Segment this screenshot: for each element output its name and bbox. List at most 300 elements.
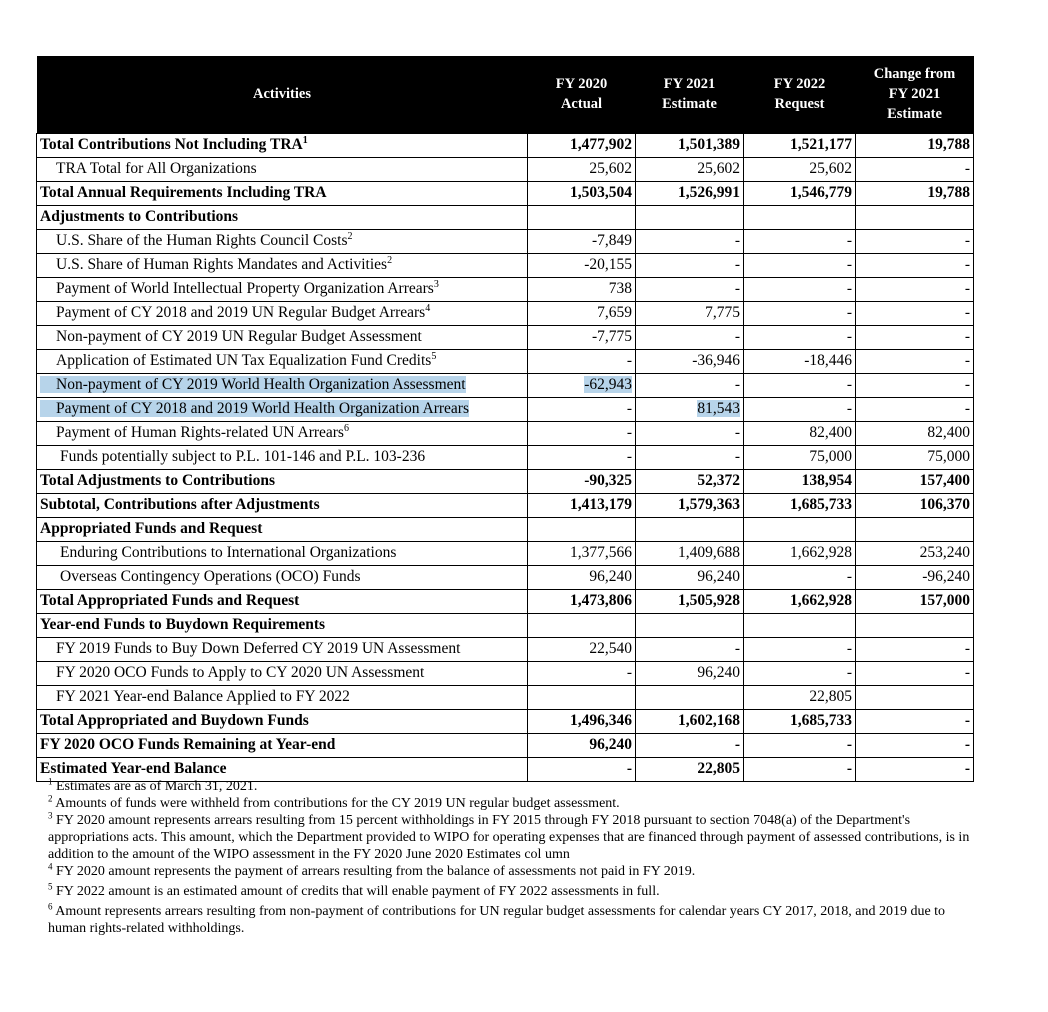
fy2020-value: [528, 445, 636, 469]
row-label-text: Funds potentially subject to P.L. 101-146 and P.L. 103-236: [60, 448, 426, 465]
fy2021-value: [636, 565, 744, 589]
cell-value: 1,546,779: [790, 184, 852, 201]
table-row: [37, 301, 974, 325]
change-value: [856, 445, 974, 469]
footnote: [48, 863, 978, 880]
change-value: [856, 205, 974, 229]
table-row: [37, 205, 974, 229]
table-row: [37, 181, 974, 205]
fy2020-value: [528, 205, 636, 229]
fy2020-value: [528, 565, 636, 589]
cell-value: 25,602: [589, 160, 632, 177]
table-row: [37, 397, 974, 421]
cell-value: -: [734, 640, 740, 657]
cell-value: -: [626, 664, 632, 681]
cell-value: -20,155: [584, 256, 632, 273]
cell-value: 1,477,902: [570, 136, 632, 153]
row-label-text: TRA Total for All Organizations: [56, 160, 257, 177]
footnote-number: 5: [48, 881, 53, 892]
fy2022-value: [744, 661, 856, 685]
change-value: [856, 541, 974, 565]
footnote: [48, 795, 978, 812]
fy2021-value: [636, 493, 744, 517]
cell-value: 25,602: [809, 160, 852, 177]
row-label-text: Total Appropriated Funds and Request: [40, 592, 300, 609]
fy2020-value: [528, 277, 636, 301]
cell-value: 1,501,389: [678, 136, 740, 153]
row-label-text: Overseas Contingency Operations (OCO) Funds: [60, 568, 361, 585]
footnote: [48, 883, 978, 900]
change-value: [856, 709, 974, 733]
change-value: [856, 733, 974, 757]
fy2022-value: [744, 325, 856, 349]
cell-value: 81,543: [697, 400, 740, 417]
table-row: [37, 613, 974, 637]
change-value: [856, 373, 974, 397]
cell-value: -: [964, 640, 970, 657]
row-label-text: Payment of World Intellectual Property Organization Arrears: [56, 280, 434, 297]
table-row: [37, 373, 974, 397]
cell-value: 7,775: [705, 304, 740, 321]
table-row: [37, 421, 974, 445]
cell-value: 1,685,733: [790, 496, 852, 513]
row-label-text: Payment of CY 2018 and 2019 World Health Organization Arrears: [40, 400, 469, 417]
cell-value: -: [964, 280, 970, 297]
header-fy2022: FY 2022 Request: [744, 56, 856, 133]
fy2021-value: [636, 637, 744, 661]
fy2022-value: [744, 133, 856, 157]
row-label: [37, 301, 528, 325]
cell-value: 1,685,733: [790, 712, 852, 729]
cell-value: 738: [608, 280, 632, 297]
footnote-ref: 1: [302, 134, 308, 146]
fy2020-value: [528, 421, 636, 445]
footnote-number: 3: [48, 810, 53, 821]
fy2021-value: [636, 277, 744, 301]
cell-value: -: [846, 760, 852, 777]
fy2021-value: [636, 589, 744, 613]
change-value: [856, 397, 974, 421]
cell-value: -: [964, 256, 970, 273]
fy2022-value: [744, 685, 856, 709]
fy2021-value: [636, 517, 744, 541]
cell-value: 157,000: [919, 592, 970, 609]
row-label: [37, 277, 528, 301]
row-label-text: Estimated Year-end Balance: [40, 760, 227, 777]
fy2022-value: [744, 205, 856, 229]
row-label-text: Total Adjustments to Contributions: [40, 472, 275, 489]
cell-value: -: [964, 376, 970, 393]
cell-value: -: [734, 376, 740, 393]
cell-value: 1,579,363: [678, 496, 740, 513]
cell-value: 82,400: [809, 424, 852, 441]
row-label-text: Enduring Contributions to International Organizations: [60, 544, 397, 561]
footnote-number: 6: [48, 901, 53, 912]
row-label-text: FY 2019 Funds to Buy Down Deferred CY 2019 UN Assessment: [56, 640, 461, 657]
cell-value: -96,240: [922, 568, 970, 585]
footnote-text: FY 2020 amount represents arrears resulting from 15 percent withholdings in FY 2015 through FY 2018 pursuant to section 7048(a) of the Department's appropriations acts. This amount, which the Department provided to WIPO for operating expenses that are financed through payment of assessed contributions, is in addition to the amount of the WIPO assessment in the FY 2020 June 2020 Estimates col umn: [48, 813, 970, 862]
fy2022-value: [744, 253, 856, 277]
row-label-text: Year-end Funds to Buydown Requirements: [40, 616, 326, 633]
fy2020-value: [528, 637, 636, 661]
cell-value: 1,505,928: [678, 592, 740, 609]
fy2020-value: [528, 517, 636, 541]
fy2021-value: [636, 421, 744, 445]
row-label: [37, 133, 528, 157]
fy2020-value: [528, 493, 636, 517]
fy2021-value: [636, 325, 744, 349]
footnote-text: Estimates are as of March 31, 2021.: [56, 779, 258, 794]
change-value: [856, 325, 974, 349]
table-row: [37, 565, 974, 589]
cell-value: 22,540: [589, 640, 632, 657]
table-row: [37, 709, 974, 733]
fy2022-value: [744, 277, 856, 301]
table-row: [37, 541, 974, 565]
footnotes: [48, 778, 978, 937]
cell-value: -: [626, 448, 632, 465]
row-label-text: Total Contributions Not Including TRA: [40, 136, 303, 153]
cell-value: 1,521,177: [790, 136, 852, 153]
cell-value: 52,372: [697, 472, 740, 489]
change-value: [856, 613, 974, 637]
cell-value: -: [964, 352, 970, 369]
cell-value: 157,400: [919, 472, 970, 489]
cell-value: 22,805: [697, 760, 740, 777]
fy2022-value: [744, 541, 856, 565]
row-label-text: U.S. Share of the Human Rights Council Costs: [56, 232, 348, 249]
cell-value: -: [964, 328, 970, 345]
fy2022-value: [744, 613, 856, 637]
fy2021-value: [636, 133, 744, 157]
row-label-text: Application of Estimated UN Tax Equalization Fund Credits: [56, 352, 432, 369]
cell-value: 106,370: [919, 496, 970, 513]
fy2020-value: [528, 349, 636, 373]
table-row: [37, 277, 974, 301]
row-label: [37, 157, 528, 181]
footnote-ref: 2: [387, 254, 393, 266]
fy2021-value: [636, 445, 744, 469]
fy2022-value: [744, 397, 856, 421]
table-row: [37, 493, 974, 517]
change-value: [856, 469, 974, 493]
change-value: [856, 589, 974, 613]
footnote-text: Amount represents arrears resulting from non-payment of contributions for UN regular budget assessments for calendar years CY 2017, 2018, and 2019 due to human rights-related withholdings.: [48, 904, 946, 936]
fy2022-value: [744, 157, 856, 181]
cell-value: 1,377,566: [570, 544, 632, 561]
footnote-ref: 6: [343, 422, 349, 434]
fy2020-value: [528, 613, 636, 637]
change-value: [856, 517, 974, 541]
row-label: [37, 469, 528, 493]
cell-value: -: [964, 664, 970, 681]
table-row: [37, 685, 974, 709]
row-label: [37, 589, 528, 613]
cell-value: 1,602,168: [678, 712, 740, 729]
row-label: [37, 541, 528, 565]
footnote-ref: 2: [347, 230, 353, 242]
cell-value: -: [846, 640, 852, 657]
cell-value: 96,240: [589, 736, 632, 753]
row-label: [37, 421, 528, 445]
cell-value: 96,240: [589, 568, 632, 585]
cell-value: -18,446: [804, 352, 852, 369]
change-value: [856, 253, 974, 277]
row-label: [37, 493, 528, 517]
cell-value: -: [964, 712, 970, 729]
cell-value: 1,662,928: [790, 592, 852, 609]
change-value: [856, 565, 974, 589]
table-row: [37, 661, 974, 685]
row-label: [37, 709, 528, 733]
fy2021-value: [636, 661, 744, 685]
change-value: [856, 229, 974, 253]
change-value: [856, 301, 974, 325]
budget-table: [36, 56, 974, 782]
row-label: [37, 637, 528, 661]
cell-value: 1,409,688: [678, 544, 740, 561]
footnote-text: FY 2022 amount is an estimated amount of credits that will enable payment of FY 2022 assessments in full.: [56, 884, 660, 899]
cell-value: -: [626, 760, 632, 777]
fy2021-value: [636, 541, 744, 565]
cell-value: -: [734, 232, 740, 249]
footnote-text: Amounts of funds were withheld from contributions for the CY 2019 UN regular budget assessment.: [55, 796, 620, 811]
fy2020-value: [528, 685, 636, 709]
footnote-number: 2: [48, 793, 53, 804]
cell-value: -: [734, 256, 740, 273]
fy2022-value: [744, 469, 856, 493]
table-row: [37, 349, 974, 373]
change-value: [856, 421, 974, 445]
cell-value: 1,662,928: [790, 544, 852, 561]
change-value: [856, 157, 974, 181]
row-label-text: Total Appropriated and Buydown Funds: [40, 712, 309, 729]
change-value: [856, 685, 974, 709]
cell-value: 96,240: [697, 664, 740, 681]
cell-value: 1,413,179: [570, 496, 632, 513]
cell-value: -: [846, 328, 852, 345]
cell-value: -: [964, 736, 970, 753]
fy2021-value: [636, 469, 744, 493]
change-value: [856, 637, 974, 661]
row-label-text: Non-payment of CY 2019 World Health Organization Assessment: [40, 376, 466, 393]
cell-value: -62,943: [584, 376, 632, 393]
row-label: [37, 733, 528, 757]
fy2021-value: [636, 709, 744, 733]
cell-value: -: [846, 400, 852, 417]
fy2020-value: [528, 373, 636, 397]
change-value: [856, 277, 974, 301]
cell-value: 1,503,504: [570, 184, 632, 201]
header-activities: Activities: [37, 56, 528, 133]
cell-value: -: [846, 232, 852, 249]
cell-value: 75,000: [809, 448, 852, 465]
fy2020-value: [528, 325, 636, 349]
fy2022-value: [744, 181, 856, 205]
cell-value: -: [964, 760, 970, 777]
fy2020-value: [528, 133, 636, 157]
row-label: [37, 181, 528, 205]
row-label: [37, 661, 528, 685]
fy2022-value: [744, 373, 856, 397]
footnote-number: 1: [48, 776, 53, 787]
footnote: [48, 812, 978, 863]
fy2020-value: [528, 709, 636, 733]
table-body: [37, 133, 974, 781]
cell-value: -: [734, 448, 740, 465]
fy2021-value: [636, 397, 744, 421]
fy2022-value: [744, 517, 856, 541]
cell-value: 1,526,991: [678, 184, 740, 201]
fy2021-value: [636, 685, 744, 709]
row-label-text: FY 2020 OCO Funds to Apply to CY 2020 UN Assessment: [56, 664, 425, 681]
cell-value: 22,805: [809, 688, 852, 705]
fy2021-value: [636, 733, 744, 757]
footnote: [48, 903, 978, 937]
header-fy2021: FY 2021 Estimate: [636, 56, 744, 133]
fy2020-value: [528, 589, 636, 613]
cell-value: -: [734, 328, 740, 345]
fy2020-value: [528, 229, 636, 253]
cell-value: 82,400: [927, 424, 970, 441]
fy2022-value: [744, 637, 856, 661]
fy2022-value: [744, 709, 856, 733]
cell-value: -7,775: [591, 328, 632, 345]
fy2021-value: [636, 229, 744, 253]
fy2021-value: [636, 349, 744, 373]
fy2020-value: [528, 253, 636, 277]
cell-value: -: [846, 736, 852, 753]
row-label: [37, 349, 528, 373]
fy2022-value: [744, 349, 856, 373]
cell-value: -: [846, 568, 852, 585]
change-value: [856, 349, 974, 373]
row-label-text: FY 2021 Year-end Balance Applied to FY 2022: [56, 688, 350, 705]
cell-value: 253,240: [919, 544, 970, 561]
cell-value: -: [846, 664, 852, 681]
row-label-text: U.S. Share of Human Rights Mandates and Activities: [56, 256, 388, 273]
row-label: [37, 253, 528, 277]
fy2021-value: [636, 181, 744, 205]
table-row: [37, 445, 974, 469]
table-row: [37, 133, 974, 157]
cell-value: -: [964, 304, 970, 321]
footnote-ref: 5: [431, 350, 437, 362]
cell-value: -: [626, 400, 632, 417]
row-label-text: Non-payment of CY 2019 UN Regular Budget Assessment: [56, 328, 422, 345]
row-label-text: Payment of Human Rights-related UN Arrears: [56, 424, 344, 441]
fy2020-value: [528, 397, 636, 421]
row-label: [37, 205, 528, 229]
fy2022-value: [744, 301, 856, 325]
fy2022-value: [744, 565, 856, 589]
cell-value: -: [734, 736, 740, 753]
fy2020-value: [528, 157, 636, 181]
cell-value: 19,788: [927, 136, 970, 153]
header-fy2020: FY 2020 Actual: [528, 56, 636, 133]
cell-value: 1,473,806: [570, 592, 632, 609]
fy2021-value: [636, 373, 744, 397]
cell-value: 19,788: [927, 184, 970, 201]
row-label: [37, 613, 528, 637]
cell-value: -: [846, 256, 852, 273]
footnote-ref: 3: [433, 278, 439, 290]
cell-value: -7,849: [591, 232, 632, 249]
fy2022-value: [744, 589, 856, 613]
row-label-text: Adjustments to Contributions: [40, 208, 239, 225]
row-label: [37, 445, 528, 469]
cell-value: 96,240: [697, 568, 740, 585]
fy2020-value: [528, 661, 636, 685]
table-row: [37, 325, 974, 349]
row-label-text: Payment of CY 2018 and 2019 UN Regular Budget Arrears: [56, 304, 426, 321]
change-value: [856, 661, 974, 685]
fy2021-value: [636, 613, 744, 637]
cell-value: 1,496,346: [570, 712, 632, 729]
row-label: [37, 373, 528, 397]
fy2021-value: [636, 205, 744, 229]
cell-value: 25,602: [697, 160, 740, 177]
fy2020-value: [528, 301, 636, 325]
fy2022-value: [744, 733, 856, 757]
row-label: [37, 229, 528, 253]
row-label-text: Total Annual Requirements Including TRA: [40, 184, 327, 201]
cell-value: -90,325: [584, 472, 632, 489]
row-label: [37, 565, 528, 589]
cell-value: 75,000: [927, 448, 970, 465]
cell-value: -: [626, 424, 632, 441]
cell-value: -: [846, 280, 852, 297]
fy2022-value: [744, 421, 856, 445]
change-value: [856, 493, 974, 517]
footnote-number: 4: [48, 861, 53, 872]
row-label: [37, 325, 528, 349]
table-row: [37, 253, 974, 277]
row-label-text: FY 2020 OCO Funds Remaining at Year-end: [40, 736, 336, 753]
fy2020-value: [528, 469, 636, 493]
table-row: [37, 469, 974, 493]
fy2020-value: [528, 733, 636, 757]
fy2022-value: [744, 229, 856, 253]
table-row: [37, 637, 974, 661]
cell-value: 138,954: [801, 472, 852, 489]
row-label: [37, 397, 528, 421]
cell-value: -: [964, 232, 970, 249]
footnote-text: FY 2020 amount represents the payment of arrears resulting from the balance of assessments not paid in FY 2019.: [56, 864, 696, 879]
fy2020-value: [528, 541, 636, 565]
cell-value: -: [734, 424, 740, 441]
table-row: [37, 733, 974, 757]
cell-value: -: [734, 280, 740, 297]
cell-value: -36,946: [692, 352, 740, 369]
row-label-text: Subtotal, Contributions after Adjustments: [40, 496, 320, 513]
table-header-row: [37, 56, 974, 133]
fy2022-value: [744, 445, 856, 469]
footnote-ref: 4: [425, 302, 431, 314]
footnote: [48, 778, 978, 795]
row-label-text: Appropriated Funds and Request: [40, 520, 263, 537]
fy2022-value: [744, 493, 856, 517]
cell-value: 7,659: [597, 304, 632, 321]
table-row: [37, 517, 974, 541]
cell-value: -: [846, 376, 852, 393]
change-value: [856, 181, 974, 205]
fy2021-value: [636, 157, 744, 181]
cell-value: -: [964, 160, 970, 177]
cell-value: -: [846, 304, 852, 321]
fy2020-value: [528, 181, 636, 205]
cell-value: -: [626, 352, 632, 369]
